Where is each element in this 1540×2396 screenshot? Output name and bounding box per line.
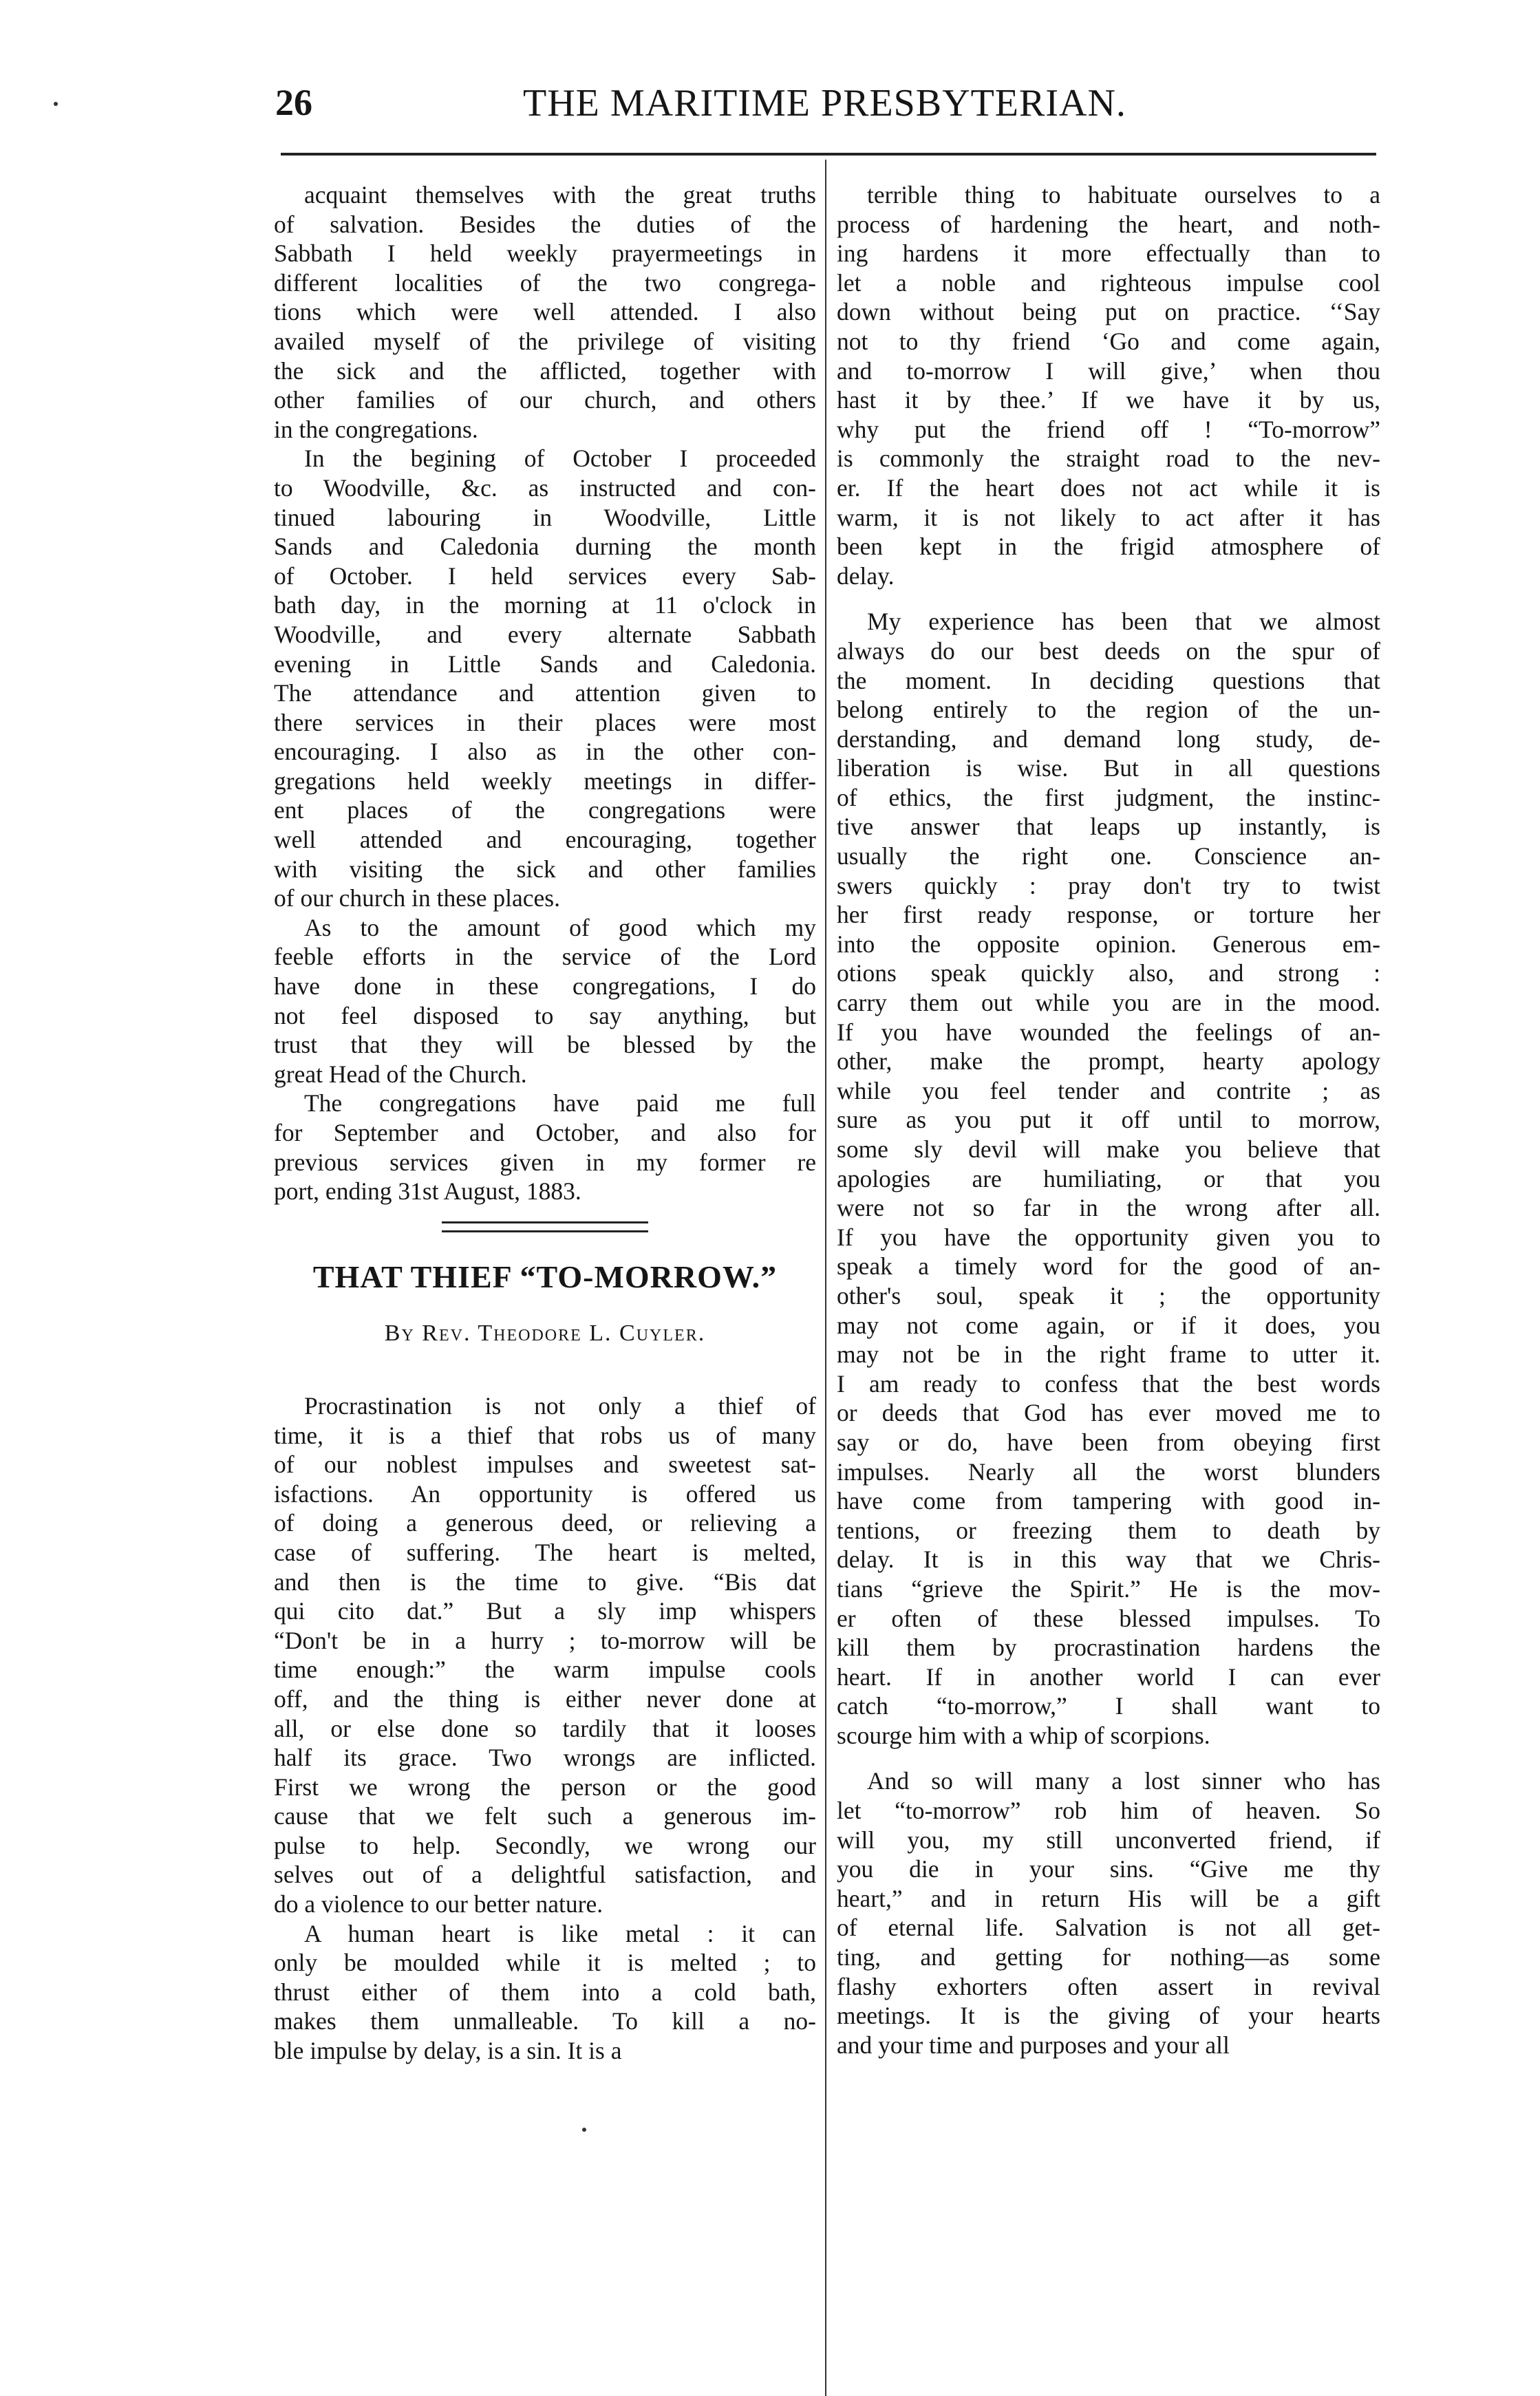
text-line: ble impulse by delay, is a sin. It is a [274,2037,622,2065]
text-line: have come from tampering with good in- [837,1487,1380,1515]
paragraph [274,180,816,444]
text-line: And so will many a lost sinner who has [867,1767,1380,1795]
paragraph-gap [837,1750,1380,1766]
text-line: case of suffering. The heart is melted, [274,1538,816,1566]
article-byline: By Rev. Theodore L. Cuyler. [384,1320,706,1347]
text-line: feeble efforts in the service of the Lord [274,943,816,971]
text-line: the sick and the afflicted, together with [274,356,816,385]
text-line: previous services given in my former re [274,1148,816,1176]
text-line: encouraging. I also as in the other con- [274,738,816,766]
paragraph [837,607,1380,1750]
text-line: is commonly the straight road to the nev- [837,445,1380,473]
text-line: do a violence to our better nature. [274,1890,603,1918]
text-line: kill them by procrastination hardens the [837,1634,1380,1662]
text-line: into the opposite opinion. Generous em- [837,930,1380,958]
text-line: er. If the heart does not act while it is [837,473,1380,502]
text-line: not feel disposed to say anything, but [274,1001,816,1029]
text-line: why put the friend off ! “To-morrow” [837,415,1380,443]
print-speck [54,102,58,106]
text-line: to Woodville, &c. as instructed and con- [274,473,816,502]
text-line: If you have wounded the feelings of an- [837,1018,1380,1046]
text-line: otions speak quickly also, and strong : [837,959,1380,987]
text-line: My experience has been that we almost [867,608,1380,636]
text-line: speak a timely word for the good of an- [837,1252,1380,1281]
text-line: some sly devil will make you believe that [837,1135,1380,1163]
text-line: or deeds that God has ever moved me to [837,1399,1380,1427]
text-line: different localities of the two congrega- [274,268,816,297]
text-line: A human heart is like metal : it can [304,1919,816,1947]
header-rule [281,153,1376,156]
text-line: First we wrong the person or the good [274,1773,816,1801]
text-line: tions which were well attended. I also [274,298,816,326]
left-column [274,180,816,2066]
text-line: apologies are humiliating, or that you [837,1164,1380,1192]
text-line: while you feel tender and contrite ; as [837,1076,1380,1104]
text-line: all, or else done so tardily that it looses [274,1714,816,1742]
text-line: and then is the time to give. “Bis dat [274,1568,816,1596]
section-rule [442,1221,648,1232]
text-line: impulses. Nearly all the worst blunders [837,1457,1380,1486]
text-line: of ethics, the first judgment, the instinc- [837,783,1380,811]
text-line: were not so far in the wrong after all. [837,1194,1380,1222]
paragraph [274,444,816,913]
text-line: If you have the opportunity given you to [837,1223,1380,1251]
text-line: other, make the prompt, hearty apology [837,1047,1380,1076]
text-line: derstanding, and demand long study, de- [837,725,1380,753]
text-line: have done in these congregations, I do [274,972,816,1001]
text-line: and your time and purposes and your all [837,2031,1230,2059]
text-line: cause that we felt such a generous im- [274,1802,816,1830]
text-line: Sabbath I held weekly prayermeetings in [274,239,816,268]
text-line: may not come again, or if it does, you [837,1311,1380,1339]
text-line: for September and October, and also for [274,1119,816,1146]
text-line: meetings. It is the giving of your hearts [837,2002,1380,2030]
text-line: there services in their places were most [274,708,816,736]
text-line: I am ready to confess that the best words [837,1369,1380,1398]
text-line: may not be in the right frame to utter it. [837,1340,1380,1369]
text-line: swers quickly : pray don't try to twist [837,871,1380,899]
paragraph-gap [837,590,1380,607]
text-line: off, and the thing is either never done at [274,1684,816,1713]
text-line: time, it is a thief that robs us of many [274,1421,816,1449]
text-line: thrust either of them into a cold bath, [274,1978,816,2006]
page-number: 26 [275,82,312,123]
text-line: of doing a generous deed, or relieving a [274,1509,816,1537]
text-line: half its grace. Two wrongs are inflicted. [274,1744,816,1772]
text-line: let “to-morrow” rob him of heaven. So [837,1797,1380,1825]
text-line: isfactions. An opportunity is offered us [274,1479,816,1508]
article-title: THAT THIEF “TO-MORROW.” [312,1259,778,1294]
text-line: of salvation. Besides the duties of the [274,210,816,238]
text-line: In the begining of October I proceeded [304,445,816,473]
text-line: been kept in the frigid atmosphere of [837,533,1380,561]
text-line: delay. It is in this way that we Chris- [837,1545,1380,1574]
text-line: only be moulded while it is melted ; to [274,1949,816,1977]
text-line: selves out of a delightful satisfaction, and [274,1861,816,1889]
journal-title: THE MARITIME PRESBYTERIAN. [523,82,1126,125]
text-line: always do our best deeds on the spur of [837,637,1380,665]
text-line: and to-morrow I will give,’ when thou [837,356,1380,385]
text-line: warm, it is not likely to act after it has [837,503,1380,531]
text-line: of our noblest impulses and sweetest sat- [274,1451,816,1479]
text-line: tians “grieve the Spirit.” He is the mov- [837,1574,1380,1603]
page-header [275,81,1376,136]
text-line: gregations held weekly meetings in differ- [274,767,816,795]
text-line: carry them out while you are in the mood. [837,989,1380,1017]
text-line: say or do, have been from obeying first [837,1428,1380,1456]
text-line: tive answer that leaps up instantly, is [837,813,1380,841]
text-line: heart. If in another world I can ever [837,1662,1380,1691]
text-line: of October. I held services every Sab- [274,561,816,590]
paragraph [274,1919,816,2066]
text-line: sure as you put it off until to morrow, [837,1106,1380,1134]
text-line: qui cito dat.” But a sly imp whispers [274,1597,816,1625]
text-line: of eternal life. Salvation is not all get- [837,1914,1380,1942]
text-line: terrible thing to habituate ourselves to a [867,181,1380,208]
text-line: of our church in these places. [274,884,560,912]
text-line: ing hardens it more effectually than to [837,239,1380,268]
text-line: you die in your sins. “Give me thy [837,1855,1380,1883]
text-line: other families of our church, and others [274,386,816,414]
column-divider [825,160,826,2396]
text-line: ting, and getting for nothing—as some [837,1943,1380,1971]
text-line: trust that they will be blessed by the [274,1031,816,1059]
article-text-right [837,180,1380,2060]
text-line: evening in Little Sands and Caledonia. [274,650,816,678]
text-line: great Head of the Church. [274,1060,527,1088]
text-line: her first ready response, or torture her [837,901,1380,929]
text-line: tinued labouring in Woodville, Little [274,503,816,531]
text-line: well attended and encouraging, together [274,826,816,854]
text-line: pulse to help. Secondly, we wrong our [274,1831,816,1859]
text-line: catch “to-morrow,” I shall want to [837,1692,1380,1720]
report-text [274,180,816,1206]
paragraph [274,913,816,1089]
text-line: tentions, or freezing them to death by [837,1516,1380,1544]
print-speck [582,2128,586,2132]
text-line: acquaint themselves with the great truths [304,181,816,208]
text-line: Woodville, and every alternate Sabbath [274,620,816,648]
text-line: time enough:” the warm impulse cools [274,1656,816,1684]
text-line: let a noble and righteous impulse cool [837,268,1380,297]
right-column [837,180,1380,2060]
text-line: As to the amount of good which my [304,913,816,941]
text-line: The attendance and attention given to [274,679,816,707]
text-line: not to thy friend ‘Go and come again, [837,327,1380,355]
paragraph [837,180,1380,590]
text-line: down without being put on practice. ‘‘Say [837,298,1380,326]
text-line: “Don't be in a hurry ; to-morrow will be [274,1626,816,1654]
text-line: usually the right one. Conscience an- [837,842,1380,870]
text-line: The congregations have paid me full [304,1089,816,1117]
text-line: process of hardening the heart, and noth- [837,210,1380,238]
text-line: hast it by thee.’ If we have it by us, [837,386,1380,414]
text-line: Procrastination is not only a thief of [304,1391,816,1420]
text-line: scourge him with a whip of scorpions. [837,1721,1210,1749]
text-line: Sands and Caledonia durning the month [274,533,816,561]
text-line: the moment. In deciding questions that [837,666,1380,694]
text-line: heart,” and in return His will be a gift [837,1884,1380,1912]
text-line: availed myself of the privilege of visiting [274,327,816,355]
article-text-left [274,1391,816,2066]
text-line: belong entirely to the region of the un- [837,696,1380,724]
text-line: will you, my still unconverted friend, if [837,1826,1380,1854]
paragraph [837,1766,1380,2060]
text-line: other's soul, speak it ; the opportunity [837,1281,1380,1309]
paragraph [274,1391,816,1919]
text-line: port, ending 31st August, 1883. [274,1177,581,1206]
text-line: in the congregations. [274,415,478,443]
text-line: delay. [837,561,895,590]
text-line: makes them unmalleable. To kill a no- [274,2007,816,2035]
text-line: liberation is wise. But in all questions [837,754,1380,782]
text-line: bath day, in the morning at 11 o'clock in [274,591,816,619]
text-line: er often of these blessed impulses. To [837,1604,1380,1632]
text-line: ent places of the congregations were [274,796,816,824]
text-line: flashy exhorters often assert in revival [837,1972,1380,2000]
paragraph [274,1089,816,1206]
text-line: with visiting the sick and other families [274,855,816,883]
